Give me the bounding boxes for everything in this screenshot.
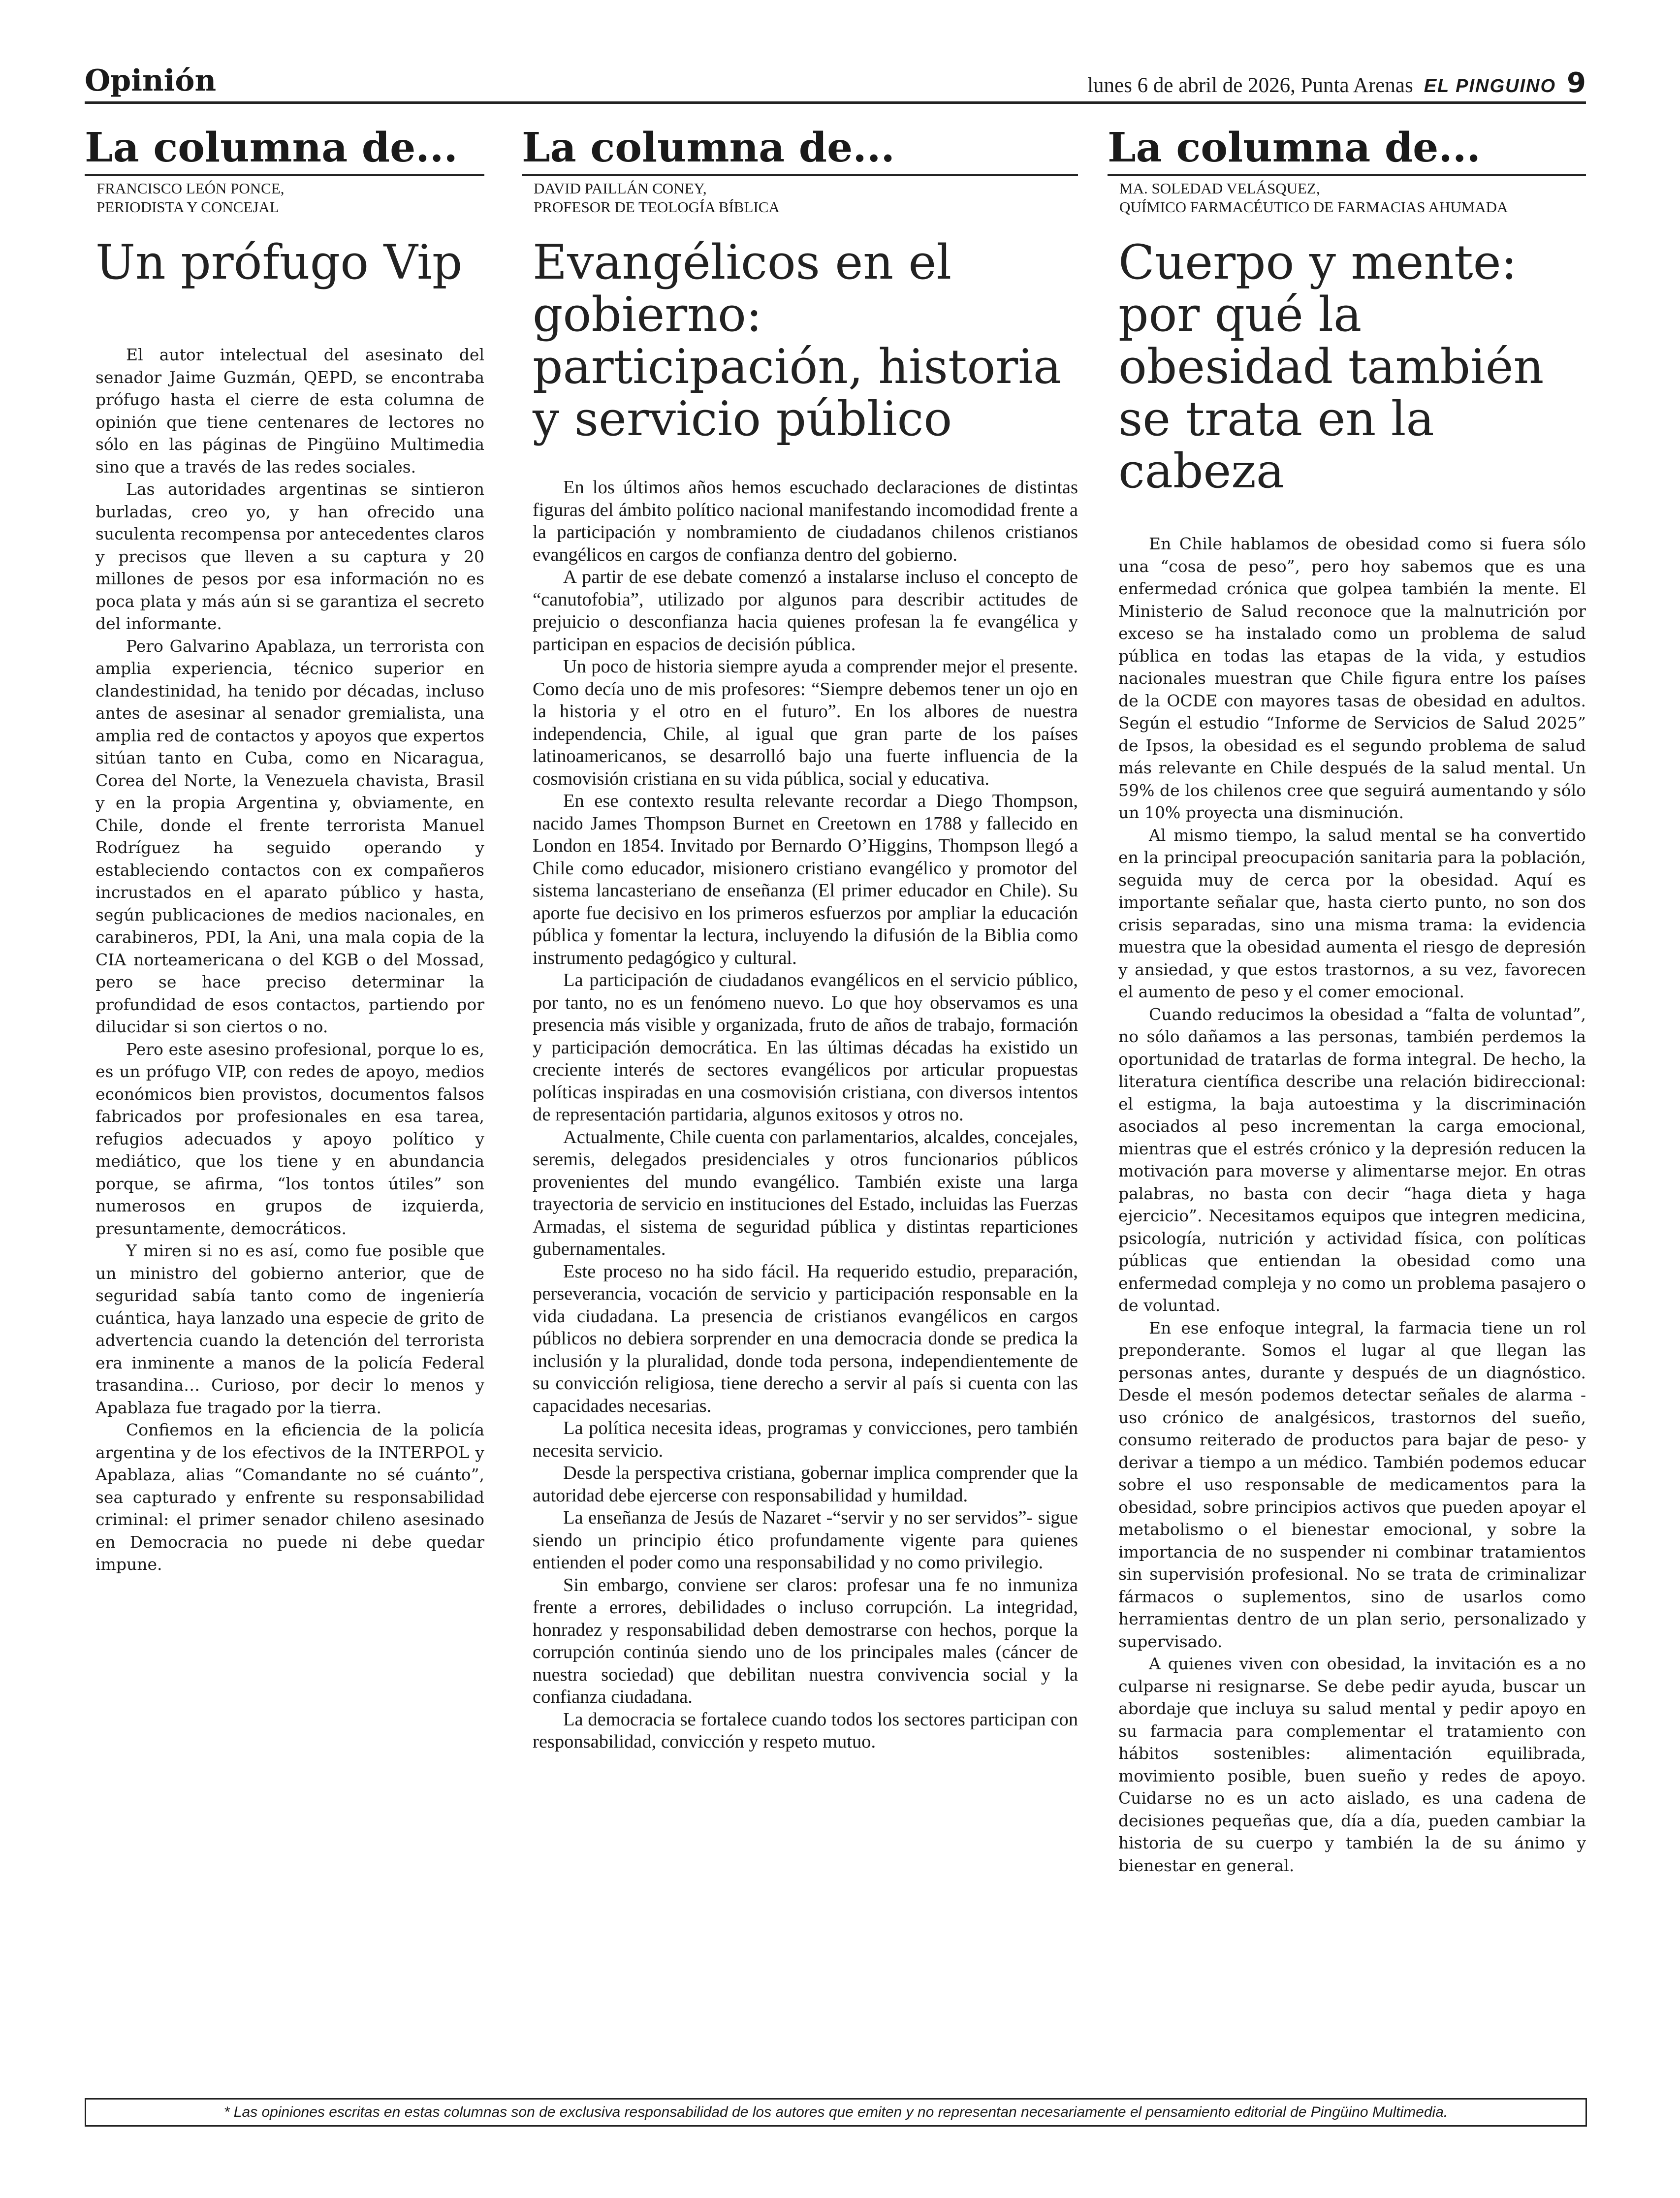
paragraph: A quienes viven con obesidad, la invitación es a no culparse ni resignarse. Se debe pedir ayuda, buscar un abordaje que incluya su salud mental y pedir apoyo en su farmacia para complementar el tratamiento con hábitos sostenibles: alimentación equilibrada, movimiento posible, buen sueño y redes de apoyo. Cuidarse no es un acto aislado, es una cadena de decisiones pequeñas que, día a día, pueden cambiar la historia de su cuerpo y también la de su ánimo y bienestar en general. [1118,1654,1586,1875]
paragraph: Pero este asesino profesional, porque lo es, es un prófugo VIP, con redes de apoyo, medios económicos bien provistos, documentos falsos fabricados por profesionales en esa tarea, refugios adecuados y apoyo político y mediático, que los tiene y en abundancia porque, se afirma, “los tontos útiles” son numerosos en grupos de izquierda, presuntamente, democráticos. [95,1039,484,1238]
section-title: Opinión [85,64,217,98]
paragraph: Pero Galvarino Apablaza, un terrorista con amplia experiencia, técnico superior en clandestinidad, ha tenido por décadas, incluso antes de asesinar al senador gremialista, una amplia red de contactos y apoyos que expertos sitúan tanto en Cuba, como en Nicaragua, Corea del Norte, la Venezuela chavista, Brasil y en la propia Argentina y, obviamente, en Chile, donde el frente terrorista Manuel Rodríguez ha seguido operando y estableciendo contactos con ex compañeros incrustados en el aparato público y hasta, según publicaciones de medios nacionales, en carabineros, PDI, la Ani, una mala copia de la CIA norteamericana o del KGB o del Mossad, pero se hace preciso determinar la profundidad de esos contactos, partiendo por dilucidar si son ciertos o no. [95,636,484,1036]
paragraph: Cuando reducimos la obesidad a “falta de voluntad”, no sólo dañamos a las personas, también perdemos la oportunidad de tratarlas de forma integral. De hecho, la literatura científica describe una relación bidireccional: el estigma, la baja autoestima y la discriminación asociados al peso incrementan la carga emocional, mientras que el estrés crónico y la depresión reducen la motivación para moverse y alimentarse mejor. En otras palabras, no basta con decir “haga dieta y haga ejercicio”. Necesitamos equipos que integren medicina, psicología, nutrición y actividad física, con políticas públicas que entiendan la obesidad como una enfermedad compleja y no como un problema pasajero o de voluntad. [1118,1004,1586,1315]
article-title: Evangélicos en el gobierno: participación, historia y servicio público [533,235,1062,446]
page-number: 9 [1567,67,1586,99]
byline [534,179,1078,217]
paragraph: La enseñanza de Jesús de Nazaret -“servir y no ser servidos”- sigue siendo un principio ético profundamente vigente para quienes entienden el poder como una responsabilidad y no como privilegio. [533,1507,1078,1573]
paragraph: La política necesita ideas, programas y convicciones, pero también necesita servicio. [533,1418,1078,1461]
paragraph: Las autoridades argentinas se sintieron burladas, creo yo, y han ofrecido una suculenta recompensa por antecedentes claros y precisos que lleven a su captura y 20 millones de pesos por esa información no es poca plata y más aún si se garantiza el secreto del informante. [95,479,484,633]
column-kicker: La columna de... [85,123,484,176]
paragraph: En los últimos años hemos escuchado declaraciones de distintas figuras del ámbito político nacional manifestando incomodidad frente a la participación y nombramiento de ciudadanos chilenos cristianos evangélicos en cargos de confianza dentro del gobierno. [533,477,1078,565]
paragraph: Sin embargo, conviene ser claros: profesar una fe no inmuniza frente a errores, debilidades o incluso corrupción. La integridad, honradez y responsabilidad deben demostrarse con hechos, porque la corrupción continúa siendo uno de los principales males (cáncer de nuestra sociedad) que debilitan nuestra convivencia social y la confianza ciudadana. [533,1574,1078,1707]
author-role: QUÍMICO FARMACÉUTICO DE FARMACIAS AHUMADA [1119,198,1508,216]
paragraph: Actualmente, Chile cuenta con parlamentarios, alcaldes, concejales, seremis, delegados presidenciales y otros funcionarios públicos provenientes del mundo evangélico. También existe una larga trayectoria de servicio en instituciones del Estado, incluidas las Fuerzas Armadas, el sistema de seguridad pública y distintas reparticiones gubernamentales. [533,1126,1078,1259]
byline [1119,179,1586,217]
paragraph: Al mismo tiempo, la salud mental se ha convertido en la principal preocupación sanitaria para la población, seguida muy de cerca por la obesidad. Aquí es importante señalar que, hasta cierto punto, no son dos crisis separadas, sino una misma trama: la evidencia muestra que la obesidad aumenta el riesgo de depresión y ansiedad, y que estos trastornos, a su vez, favorecen el aumento de peso y el comer emocional. [1118,825,1586,1001]
paragraph: Y miren si no es así, como fue posible que un ministro del gobierno anterior, que de seguridad sabía tanto como de ingeniería cuántica, haya lanzado una especie de grito de advertencia cuando la detención del terrorista era inminente a manos de la policía Federal trasandina… Curioso, por decir lo menos y Apablaza fue tragado por la tierra. [95,1241,484,1417]
article-body [95,344,484,1576]
newspaper-logo: EL PINGUINO [1424,76,1556,96]
paragraph: El autor intelectual del asesinato del senador Jaime Guzmán, QEPD, se encontraba prófugo hasta el cierre de esta columna de opinión que tiene centenares de lectores no sólo en las páginas de Pingüino Multimedia sino que a través de las redes sociales. [95,345,484,477]
paragraph: Confiemos en la eficiencia de la policía argentina y de los efectivos de la INTERPOL y Apablaza, alias “Comandante no sé cuánto”, sea capturado y enfrente su responsabilidad criminal: el primer senador chileno asesinado en Democracia no puede ni debe quedar impune. [95,1420,484,1574]
paragraph: En ese contexto resulta relevante recordar a Diego Thompson, nacido James Thompson Burnet en Creetown en 1788 y fallecido en London en 1854. Invitado por Bernardo O’Higgins, Thompson llegó a Chile como educador, misionero cristiano evangélico y promotor del sistema lancasteriano de enseñanza (El primer educador en Chile). Su aporte fue decisivo en los primeros esfuerzos por ampliar la educación pública y fomentar la lectura, incluyendo la difusión de la Biblia como instrumento pedagógico y cultural. [533,791,1078,968]
paragraph: La participación de ciudadanos evangélicos en el servicio público, por tanto, no es un fenómeno nuevo. Lo que hoy observamos es una presencia más visible y organizada, fruto de años de trabajo, formación y participación democrática. En las últimas décadas ha existido un creciente interés de sectores evangélicos por articular propuestas políticas inspiradas en una cosmovisión cristiana, con diversos intentos de representación partidaria, algunos exitosos y otros no. [533,970,1078,1125]
author-name: FRANCISCO LEÓN PONCE, [96,180,285,197]
page-header [85,63,1586,98]
paragraph: Este proceso no ha sido fácil. Ha requerido estudio, preparación, perseverancia, vocación de servicio y participación responsable en la vida ciudadana. La presencia de cristianos evangélicos en cargos públicos no debiera sorprender en una democracia donde se predica la inclusión y la pluralidad, donde toda persona, independientemente de su convicción religiosa, tiene derecho a servir al país si cuenta con las capacidades necesarias. [533,1261,1078,1416]
byline [96,179,484,217]
paragraph: En Chile hablamos de obesidad como si fuera sólo una “cosa de peso”, pero hoy sabemos que es una enfermedad crónica que golpea también la mente. El Ministerio de Salud reconoce que la malnutrición por exceso se ha instalado como un problema de salud pública en todas las etapas de la vida, y estudios nacionales muestran que Chile figura entre los países de la OCDE con mayores tasas de obesidad en adultos. Según el estudio “Informe de Servicios de Salud 2025” de Ipsos, la obesidad es el segundo problema de salud más relevante en Chile después de la salud mental. Un 59% de los chilenos cree que seguirá aumentando y sólo un 10% proyecta una disminución. [1118,534,1586,822]
article-title: Cuerpo y mente: por qué la obesidad también se trata en la cabeza [1118,235,1544,499]
paragraph: Desde la perspectiva cristiana, gobernar implica comprender que la autoridad debe ejercerse con responsabilidad y humildad. [533,1463,1078,1506]
column-1 [85,123,484,1576]
column-2 [522,123,1078,1753]
disclaimer-box: * Las opiniones escritas en estas columnas son de exclusiva responsabilidad de los autores que emiten y no representan necesariamente el pensamiento editorial de Pingüino Multimedia. [85,2098,1587,2127]
header-right [1087,67,1586,99]
author-name: DAVID PAILLÁN CONEY, [534,180,707,197]
article-body [1118,533,1586,1877]
paragraph: Un poco de historia siempre ayuda a comprender mejor el presente. Como decía uno de mis profesores: “Siempre debemos tener un ojo en la historia y el otro en el futuro”. En los albores de nuestra independencia, Chile, al igual que gran parte de los países latinoamericanos, se desarrolló bajo una fuerte influencia de la cosmovisión cristiana en su vida pública, social y educativa. [533,656,1078,789]
dateline: lunes 6 de abril de 2026, Punta Arenas [1087,74,1413,97]
paragraph: A partir de ese debate comenzó a instalarse incluso el concepto de “canutofobia”, utilizado por algunos para describir actitudes de prejuicio o desconfianza hacia quienes profesan la fe evangélica y participan en espacios de decisión pública. [533,567,1078,655]
author-role: PERIODISTA Y CONCEJAL [96,198,279,216]
author-name: MA. SOLEDAD VELÁSQUEZ, [1119,180,1320,197]
article-body [533,477,1078,1753]
column-kicker: La columna de... [522,123,1078,176]
column-3 [1108,123,1586,1877]
paragraph: En ese enfoque integral, la farmacia tiene un rol preponderante. Somos el lugar al que llegan las personas antes, durante y después de un diagnóstico. Desde el mesón podemos detectar señales de alarma -uso crónico de analgésicos, trastornos del sueño, consumo reiterado de productos para bajar de peso- y derivar a tiempo a un médico. También podemos educar sobre el uso responsable de medicamentos para la obesidad, sobre principios activos que pueden apoyar el metabolismo o el bienestar emocional, y sobre la importancia de no suspender ni combinar tratamientos sin supervisión profesional. No se trata de criminalizar fármacos o suplementos, sino de usarlos como herramientas dentro de un plan serio, personalizado y supervisado. [1118,1318,1586,1651]
article-title: Un prófugo Vip [95,235,463,290]
column-kicker: La columna de... [1108,123,1586,176]
header-rule [85,101,1586,104]
paragraph: La democracia se fortalece cuando todos los sectores participan con responsabilidad, convicción y respeto mutuo. [533,1709,1078,1752]
author-role: PROFESOR DE TEOLOGÍA BÍBLICA [534,198,780,216]
